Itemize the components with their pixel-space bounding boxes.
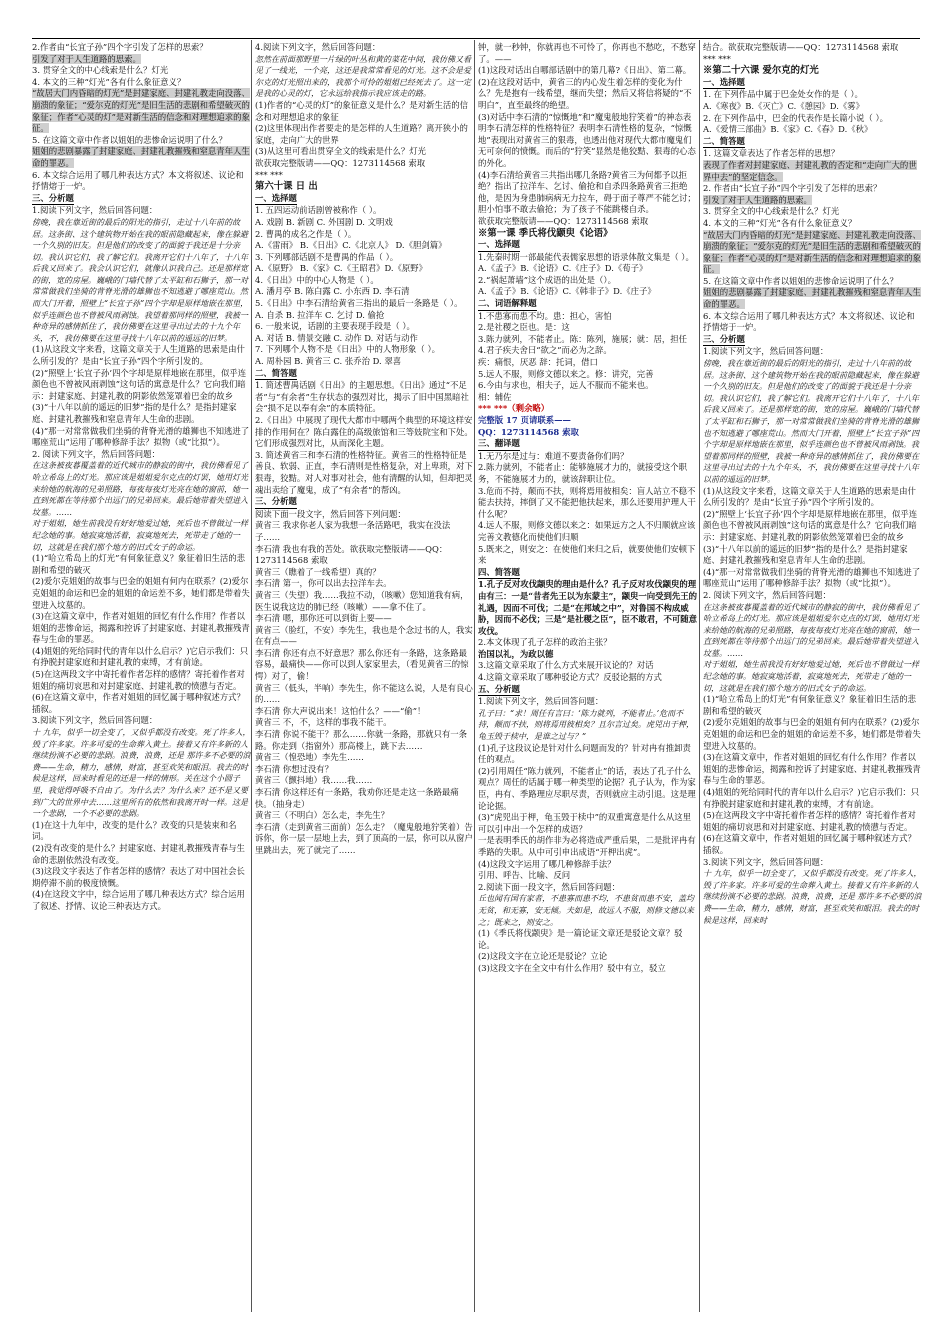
- text-line: (3)对话中李石清的“惊慨地”和“魔鬼般地狞笑着”的神态表明李石清怎样的性格特征？表明李石清性格的复杂，“惊慨地”表现出对黄省三的狠毒，也透出他对现代大都市魔鬼们无可奈何的愤慨。而后的“狞笑”显然是他狡黠、狠毒的心态的外化。: [478, 111, 696, 168]
- text-line: (4)这段文字运用了哪几种修辞手法？: [478, 858, 616, 869]
- text-line: 黄省三（惶恐地）李先生……: [255, 752, 364, 763]
- text-line: (4)“那一对常常做我们坐骑的背脊光滑的雄狮也不知逃进了哪座荒山”运用了哪种修辞手法？拟物（或“比拟”）。: [703, 566, 921, 589]
- text-line: (1)“哈立希岛上的灯光”有何象征意义？象征着旧生活的悲剧和希望的破灭: [32, 553, 246, 575]
- quoted-passage: 在这条被夜暮覆盖着的近代城市的静寂的街中，我仿佛看见了哈立希岛上的灯光。那应该是姐姐爱尔克点的灯罢，她用灯光来给她的航海的兄弟照路，每夜每夜灯光亮在她的窗前，她一直到死都在等待那个出远门的兄弟回来。最后她带着失望进入坟墓。……: [32, 461, 248, 517]
- text-line: 1.阅读下列文字，然后回答问题：: [32, 205, 158, 216]
- text-line: (3)在这篇文章中，作者对姐姐的回忆有什么作用？作者以姐姐的悲惨命运，揭露和控诉了封建家庭、封建礼教摧残青春与生命的罪恶。: [32, 611, 250, 645]
- text-line: A.《原野》 B.《家》C.《王昭君》D.《原野》: [255, 263, 428, 274]
- text-line: 2.本文体现了孔子怎样的政治主张？: [478, 637, 612, 648]
- answer-highlight: “故居大门内昏暗的灯光”是封建家庭、封建礼教走向没落、崩溃的象征；“爱尔克的灯光”是旧生活的悲剧和希望破灭的象征；作者“心灵的灯”是对新生活的信念和对理想追求的象征。: [32, 88, 250, 134]
- text-line: 1.无乃尔是过与：难道不要责备你们吗？: [478, 450, 629, 461]
- section-heading: 二、简答题: [703, 136, 745, 149]
- text-line: (2)“照壁上‘长宜子孙’四个字却是原样地嵌在那里，似乎连颜色也不曾被风雨剥蚀”这句话的寓意是什么？它向我们暗示：封建家庭、封建礼教的阴影依然笼罩着巴金的故乡: [32, 367, 247, 401]
- highlighted-answer: [703, 195, 923, 207]
- text-line: 4.君子疾夫舍曰“欲之”而必为之辞。: [478, 345, 612, 356]
- text-line: 4. 本文的三种“灯光”各有什么象征意义？: [703, 217, 857, 228]
- text-line: (2)引用周任“陈力就列，不能者止”的话，表达了孔子什么观点？周任的话属于哪一种类型的论据？孔子认为，作为家臣，冉有、季路理应尽职尽责，否则就应主动引退。这是理论论据。: [478, 765, 696, 811]
- section-heading: 一、选择题: [703, 77, 745, 90]
- text-line: 一是表明季氏的胡作非为必将造成严重后果，二是批评冉有季路的失职。从中可引申出成语“开柙出虎”。: [478, 835, 696, 857]
- highlighted-answer: [703, 230, 923, 276]
- text-line: 李石清 你想过没有？: [255, 763, 334, 774]
- highlighted-answer: [703, 287, 923, 310]
- text-line: A. 对话 B. 情景交融 C. 动作 D. 对话与动作: [255, 332, 418, 343]
- text-line: 欲获取完整版请——QQ：1273114568 索取: [478, 215, 649, 226]
- answer-text: 1.孔子反对攻伐颛臾的理由是什么？孔子反对攻伐颛臾的理由有三：一是“昔者先王以为东蒙主”，颛臾一向受到先王的礼遇，因而不可伐；二是“在邦域之中”，对鲁国不构成威胁，因而不必伐；三是“是社稷之臣”，臣不敢君，不可随意攻伐。: [478, 579, 698, 636]
- omitted-notice: *** ***（剩余略）: [478, 403, 550, 414]
- text-line: 6. 一般来说，话剧的主要表现手段是（ ）。: [255, 321, 415, 332]
- text-line: 1.阅读下列文字，然后回答问题：: [703, 346, 829, 357]
- answer-text: 治国以礼，为政以德: [478, 648, 554, 659]
- text-line: 7. 下列哪个人物不是《日出》中的人物形象（ ）。: [255, 344, 440, 355]
- text-line: (4)姐姐的死给同时代的青年以什么启示？)它启示我们：只有挣脱封建家庭和封建礼教的束缚，才有前途。: [32, 645, 249, 668]
- text-line: 6. 本文综合运用了哪几种表达方式？本文将叙述、议论和抒情熔于一炉。: [32, 169, 244, 192]
- text-line: 2.陈力就列，不能者止：能够施展才力的，就接受这个职务，不能施展才力的，就该辞职让位。: [478, 462, 687, 484]
- text-line: (1)《季氏将伐颛臾》是一篇论证文章还是驳论文章？驳论。: [478, 928, 683, 950]
- section-heading-row: [478, 567, 698, 580]
- text-line: (3)在这篇文章中，作者对姐姐的回忆有什么作用？作者以姐姐的悲惨命运，揭露和控诉了封建家庭、封建礼教摧残青春与生命的罪恶。: [703, 752, 921, 786]
- text-line: (3)这段文字在全文中有什么作用？驳中有立，驳立: [478, 962, 666, 973]
- text-line: (2)爱尔克姐姐的故事与巴金的姐姐有何内在联系？(2)爱尔克姐姐的命运和巴金的姐姐的命运差不多，她们都是带着失望进入坟墓的。: [703, 717, 921, 751]
- text-line: (3)“虎兕出于柙，龟玉毁于椟中”的双重寓意是什么从这里可以引申出一个怎样的成语？: [478, 812, 692, 834]
- text-line: 4.阅读下列文字，然后回答问题：: [255, 42, 381, 52]
- text-line: 2.作者由“长宜子孙”四个字引发了怎样的思索？: [32, 42, 208, 52]
- text-line: 2.阅读下面一段文字，然后回答问题：: [478, 881, 620, 892]
- quoted-passage: 傍晚，我在靠近街的最后的阳光的指引，走过十八年前的故居。这条街、这个建筑物开始在我的眼前隐藏起来，像在躲避一个久别的旧友。但是他们的改变了的面貌于我还是十分亲切。我认识它们，我了解它们。我离开它们十八年了，十八年后我又回来了。还是那样宽的街，宽的房屋。巍峨的门墙代替了太平缸和石狮子，那一对常常做我们坐骑的背脊光滑的雄狮也不知逃避了哪座荒山。然而大门开着，照壁上“长宜子孙”四个字却是原样地嵌在那里，似乎连颜色也不曾被风雨剥蚀。我望着那同样的照壁，我被一种奇异的感情抓住了，我仿佛要在这里寻出过去的十九个年头，不，我仿佛要在这里寻找十八年以前的遥远的旧梦。: [703, 359, 920, 484]
- text-line: (1)“哈立希岛上的灯光”有何象征意义？象征着旧生活的悲剧和希望的破灭: [703, 694, 917, 716]
- text-line: 1. 简述曹禺话剧《日出》的主题思想。《日出》通过“不足者”与“有余者”生存状态的强烈对比，揭示了旧中国黑暗社会“损不足以奉有余”的本质特征。: [255, 380, 469, 414]
- text-line: 黄省三（低头，半响）李先生，你不能这么说，人是有良心的……: [255, 682, 473, 705]
- section-heading: 五、分析题: [478, 684, 520, 697]
- text-line: (6)在这篇文章中，作者对姐姐的回忆属于哪种叙述方式？插叙。: [703, 833, 916, 855]
- text-line: (2)“照壁上‘长宜子孙’四个字却是原样地嵌在那里，似乎连颜色也不曾被风雨剥蚀”这句话的寓意是什么？它向我们暗示：封建家庭、封建礼教的阴影依然笼罩着巴金的故乡: [703, 508, 918, 542]
- text-line: 李石清 你说不能干？那么……你就一条路，那就只有一条路。你走到（指窗外）那高楼上，跳下去……: [255, 729, 468, 751]
- highlighted-answer: [32, 146, 252, 169]
- section-heading-row: [478, 684, 698, 697]
- text-line: 5.《日出》中李石清给黄省三指出的最后一条路是（ ）。: [255, 298, 463, 309]
- contact-notice: 完整版 17 页请联系——: [478, 415, 571, 425]
- text-line: 2.《日出》中展现了现代大都市中哪两个典型的环境这样安排的作用何在？陈白露住的高级旅馆和三等妓院宝和下处。它们形成强烈对比，从而深化主题。: [255, 415, 473, 449]
- text-line: 6.今由与求也，相夫子，远人不服而不能来也。: [478, 380, 654, 391]
- text-line: A.《寒夜》B.《灭亡》C.《憩园》D.《雾》: [703, 100, 864, 111]
- text-line: 3. 简述黄省三和李石清的性格特征。黄省三的性格特征是善良、软弱、正直，李石清则是性格复杂，对上卑琐，对下狠毒，狡黠。对人对事对社会，他有清醒的认知，但却把灵魂出卖给了魔鬼，成了“有余者”的帮凶。: [255, 449, 473, 495]
- section-heading: 三、分析题: [703, 334, 745, 347]
- text-line: *** ***: [703, 53, 731, 64]
- text-line: 疾：痛恨，厌恶 辞：托词，借口: [478, 357, 598, 368]
- section-heading: 二、词语解释题: [478, 298, 537, 311]
- text-line: 5. 在这篇文章中作者以姐姐的悲惨命运说明了什么？: [32, 134, 227, 145]
- section-heading: 三、分析题: [255, 496, 297, 509]
- quoted-passage: 忽然在前面那野里一片绿的叶丛和黄的菜花中间，我仿佛又看见了一线光，一个亮，这还是我常常看见的灯光。这不会是爱尔克的灯光照出来的，我那个可怜的姐姐已经死去了。这一定是我的心灵的灯，它永远给我指示我应该走的路。: [255, 54, 471, 99]
- text-line: (3)从这里可看出贯穿全文的线索是什么？灯光: [255, 146, 426, 157]
- text-line: A. 自杀 B. 拉洋车 C. 乞讨 D. 偷抢: [255, 309, 385, 320]
- section-heading: 一、选择题: [255, 193, 297, 206]
- text-line: A. 潘月亭 B. 陈白露 C. 小东西 D. 李石清: [255, 286, 410, 297]
- section-heading-row: [255, 368, 475, 381]
- section-heading-row: [478, 298, 698, 311]
- text-line: 李石清 你还有点不好意思？那么你还有一条路，这条路最容易，最痛快——你可以到人家家里去，（看见黄省三的惊愕）对了，偷！: [255, 647, 469, 682]
- text-line: 4.这篇文章采取了哪种驳论方式？反驳论据的方式: [478, 672, 662, 683]
- text-line: 黄省三 不，不，这样的事我不能干。: [255, 717, 392, 728]
- text-line: 4.《日出》中的中心人物是（ ）。: [255, 274, 379, 285]
- text-line: 2.“祸起萧墙”这个成语的出处是（）。: [478, 274, 616, 285]
- text-line: 相：辅佐: [478, 391, 512, 402]
- text-line: 2. 在下列作品中，巴金的代表作是长篇小说（ ）。: [703, 112, 888, 123]
- section-heading-row: [703, 334, 923, 347]
- text-line: (1)从这段文字来看，这篇文章关于人生道路的思索是由什么所引发的？是由“长宜子孙”四个字所引发的。: [32, 344, 245, 367]
- highlighted-answer: [32, 54, 252, 66]
- text-line: (1)在这十九年中，改变的是什么？改变的只是装束和名词。: [32, 819, 237, 842]
- highlighted-answer: [703, 160, 923, 183]
- text-line: (3)这段文字表达了作者怎样的感情？表达了对中国社会长期停滞不前的极度愤慨。: [32, 866, 245, 888]
- text-line: (1)作者的“心灵的灯”的象征意义是什么？是对新生活的信念和对理想追求的象征: [255, 99, 469, 122]
- text-line: (5)在这两段文字中寄托着作者怎样的感情？寄托着作者对姐姐的痛切哀思和对封建家庭、封建礼教的愤懑与否定。: [703, 810, 916, 832]
- text-line: (5)在这两段文字中寄托着作者怎样的感情？寄托着作者对姐姐的痛切哀思和对封建家庭、封建礼教的愤懑与否定。: [32, 669, 245, 691]
- section-heading: 一、选择题: [478, 239, 520, 252]
- section-heading-row: [478, 438, 698, 451]
- text-line: 结合。欲获取完整版请——QQ：1273114568 索取: [703, 42, 899, 52]
- text-line: 李石清 我也有我的苦处。欲获取完整版请——QQ：1273114568 索取: [255, 543, 448, 566]
- quoted-passage: 孔子曰：“求！周任有言曰：‘陈力就列，不能者止。’危而不持，颠而不扶，则将焉用彼相矣？且尔言过矣。虎兕出于柙，龟玉毁于椟中，是谁之过与？”: [478, 708, 694, 742]
- answer-highlight: 引发了对于人生道路的思索。: [703, 194, 812, 205]
- answer-highlight: 姐姐的悲剧暴露了封建家庭、封建礼教摧残和窒息青年人生命的罪恶。: [32, 146, 250, 168]
- text-line: 黄省三 我求你老人家为我想一条活路吧，我实在没法子……: [255, 520, 451, 542]
- section-heading-row: [255, 193, 475, 206]
- text-line: 李石清 你大声说出来！这怕什么？——“偷”！: [255, 705, 426, 716]
- section-heading-row: [478, 239, 698, 252]
- text-line: 李石清 第一，你可以出去拉洋车去。: [255, 578, 392, 589]
- column-divider: [699, 40, 700, 1312]
- section-heading: 三、翻译题: [478, 438, 520, 451]
- text-line: 李石清 你这样还有一条路，我劝你还是走这一条路最痛快。（抽身走）: [255, 787, 459, 809]
- quoted-passage: 丘也闻有国有家者，不患寡而患不均，不患贫而患不安，盖均无贫，和无寡，安无倾。夫如是，故远人不服，则修文德以来之；既来之，则安之。: [478, 894, 694, 927]
- text-line: (2)爱尔克姐姐的故事与巴金的姐姐有何内在联系？(2)爱尔克姐姐的命运和巴金的姐姐的命运差不多，她们都是带着失望进入坟墓的。: [32, 576, 250, 610]
- text-line: A.《爱情三部曲》B.《家》C.《春》D.《秋》: [703, 124, 873, 135]
- text-line: (1)这段对话出自哪部话剧中的第几幕?《日出》、第二幕。: [478, 65, 692, 76]
- text-line: 引用、呼告、比喻、反问: [478, 870, 571, 881]
- text-line: 2. 作者由“长宜子孙”四个字引发了怎样的思索？: [703, 183, 882, 194]
- lesson-title: 第六十课 日 出: [255, 181, 318, 193]
- text-line: (4)在这段文字中，综合运用了哪几种表达方式？综合运用了叙述、抒情、议论三种表达方式。: [32, 889, 245, 911]
- section-heading-row: [255, 496, 475, 509]
- text-line: (4)“那一对常常做我们坐骑的背脊光滑的雄狮也不知逃进了哪座荒山”运用了哪种修辞手法？拟物（或“比拟”）。: [32, 425, 250, 448]
- text-line: 钟，就一秒钟，你就再也不可怜了，你再也不愁吃，不愁穿了。——: [478, 42, 696, 64]
- column-1: [32, 42, 252, 1310]
- text-line: (2)在这段对话中，黄省三的内心发生着怎样的变化为什么？先是抱有一线希望，继而失望；然后又将信将疑的“不明白”，直至最终的绝望。: [478, 76, 692, 110]
- section-heading: 四、简答题: [478, 567, 520, 580]
- section-heading: 三、分析题: [32, 193, 74, 206]
- top-rule: [32, 38, 920, 39]
- text-line: 2. 曹禺的成名之作是（ ）。: [255, 228, 357, 239]
- text-line: A. 周朴园 B. 黄省三 C. 张乔治 D. 翠喜: [255, 356, 402, 367]
- text-line: 6. 本文综合运用了哪几种表达方式？本文将叙述、议论和抒情熔于一炉。: [703, 310, 915, 333]
- text-line: 3. 贯穿全文的中心线索是什么？灯光: [703, 206, 840, 217]
- text-line: (1)从这段文字来看，这篇文章关于人生道路的思索是由什么所引发的？是由“长宜子孙”四个字所引发的。: [703, 485, 916, 508]
- answer-highlight: 引发了对于人生道路的思索。: [32, 53, 141, 64]
- text-line: 2.是社稷之臣也。是：这: [478, 322, 570, 333]
- section-heading-row: [703, 77, 923, 90]
- text-line: 1. 五四运动前话剧曾被称作（ ）。: [255, 205, 382, 216]
- text-line: 3.阅读下列文字，然后回答问题：: [32, 715, 158, 726]
- text-line: 3. 贯穿全文的中心线索是什么？灯光: [32, 65, 169, 76]
- text-line: 1. 这篇文章表达了作者怎样的思想？: [703, 148, 840, 159]
- text-line: (3)“十八年以前的遥远的旧梦”指的是什么？是指封建家庭、封建礼教摧残和窒息青年人生命的悲剧。: [32, 402, 237, 424]
- text-line: 3.危而不持，颠而不扶，则将焉用彼相矣：盲人站立不稳不能去扶持，摔倒了又不能把他扶起来，那么还要用护理人干什么呢？: [478, 485, 696, 519]
- text-line: 欲获取完整版请——QQ：1273114568 索取: [255, 157, 426, 168]
- text-line: (2)这里体现出作者要走的是怎样的人生道路？离开狭小的家庭，走向广大的世界: [255, 123, 468, 145]
- answer-highlight: “故居大门内昏暗的灯光”是封建家庭、封建礼教走向没落、崩溃的象征；“爱尔克的灯光”是旧生活的悲剧和希望破灭的象征；作者“心灵的灯”是对新生活的信念和对理想追求的象征。: [703, 229, 921, 275]
- text-line: 3.阅读下列文字，然后回答问题：: [703, 856, 829, 867]
- text-line: 阅读下面一段文字，然后回答下列问题：: [255, 508, 406, 519]
- quoted-passage: 在这条被夜暮覆盖着的近代城市的静寂的街中，我仿佛看见了哈立希岛上的灯光。那应该是姐姐爱尔克点的灯罢，她用灯光来给她的航海的兄弟照路，每夜每夜灯光亮在她的窗前，她一直到死都在等待那个出远门的兄弟回来。最后她带着失望进入坟墓。……: [703, 602, 919, 658]
- text-line: 3. 下列哪部话剧不是曹禺的作品（ ）。: [255, 251, 399, 262]
- column-4: [703, 42, 923, 1310]
- text-line: *** ***: [255, 169, 283, 180]
- text-line: A.《雷雨》 B.《日出》C.《北京人》 D.《胆剑篇》: [255, 240, 447, 251]
- text-line: 5.既来之，则安之：在使他们来归之后，就要使他们安顿下来: [478, 543, 696, 566]
- text-line: 1. 在下列作品中属于巴金处女作的是（ ）。: [703, 89, 863, 100]
- text-line: 1.不患寡而患不均。患：担心，害怕: [478, 310, 612, 321]
- text-line: A. 戏剧 B. 新剧 C. 外国剧 D. 文明戏: [255, 216, 393, 227]
- text-line: (2)没有改变的是什么？封建家庭、封建礼教摧残青春与生命的悲剧依然没有改变。: [32, 842, 245, 865]
- text-line: 3.这篇文章采取了什么方式来展开议论的？对话: [478, 660, 654, 671]
- quoted-passage: 傍晚，我在靠近街的最后的阳光的指引，走过十八年前的故居。这条街、这个建筑物开始在我的眼前隐藏起来，像在躲避一个久别的旧友。但是他们的改变了的面貌于我还是十分亲切。我认识它们，我了解它们。我离开它们十八年了，十八年后我又回来了。我会认识它们，就像认识我自己。还是那样宽的街，宽的房屋。巍峨的门墙代替了太平缸和石狮子，那一对常常做我们坐骑的背脊光滑的雄狮也不知逃避了哪座荒山。然而大门开着，照壁上“长宜子孙”四个字却是原样地嵌在那里，似乎连颜色也不曾被风雨剥蚀。我望着那同样的照壁，我被一种奇异的感情抓住了，我仿佛要在这里寻出过去的十九个年头，不，我仿佛要在这里寻找十八年以前的遥远的旧梦。: [32, 217, 249, 343]
- text-line: 5.远人不服，则修文德以来之。修：讲究，完善: [478, 368, 654, 379]
- text-line: 1.阅读下列文字，然后回答问题：: [478, 696, 604, 707]
- text-line: 黄省三（颤抖地）我……我……: [255, 775, 373, 786]
- answer-highlight: 表现了作者对封建家庭、封建礼教的否定和“走向广大的世界中去”的坚定信念。: [703, 159, 917, 182]
- answer-highlight: 姐姐的悲剧暴露了封建家庭、封建礼教摧残和窒息青年人生命的罪恶。: [703, 287, 921, 310]
- text-line: 4. 本文的三种“灯光”各有什么象征意义？: [32, 76, 186, 87]
- column-3: [478, 42, 698, 1310]
- quoted-passage: 对于姐姐，她生前我没有好好地爱过她，死后也不曾做过一样纪念她的事。她寂寞地活着，寂寞地死去，死带走了她的一切，这就是在我们那个地方的旧式女子的命运。: [703, 660, 919, 693]
- quoted-passage: 十 九年，似乎一切全变了，又似乎都没有改变。死了许多人，毁了许多家。许多可爱的生命葬入黄土。接着又有许多新的人继续扮演不必要的悲剧。浪费，浪费，还是 那许多不必要的浪费——生命，精力，感情，财富，甚至欢笑和眼泪。我去的时候是这样，回来时看见的还是一样的情形。关在这个小圆子里，我觉得呼吸不自由了。为什么去？为什么来？还不是又要到广大的世界中去……这里所有的依然和我离开时一样。这是一个悲剧，一个不必要的悲剧。: [32, 728, 251, 819]
- text-line: 5. 在这篇文章中作者以姐姐的悲惨命运说明了什么？: [703, 275, 898, 286]
- text-line: 3.陈力就列，不能者止。陈：陈列，施展；就：居，担任: [478, 333, 687, 344]
- text-line: (2)这段文字在立论还是驳论？立论: [478, 951, 608, 962]
- contact-notice: QQ：1273114568 索取: [478, 426, 579, 437]
- text-line: 4.远人不服，则修文德以来之：如果远方之人不归顺就应该完善文教德化而使他们归顺: [478, 520, 696, 542]
- section-heading-row: [32, 193, 252, 206]
- text-line: 1.先秦时期一部最能代表儒家思想的语录体散文集是（ ）。A.《孟子》B.《论语》C.《庄子》D.《荀子》: [478, 251, 694, 274]
- text-line: 2. 阅读下列文字，然后回答问题：: [703, 589, 831, 600]
- text-line: 黄省三（不明白）怎么走，李先生？: [255, 810, 389, 821]
- text-line: (4)李石清给黄省三共指出哪几条路?黄省三为何都予以拒绝？指出了拉洋车、乞讨、偷抢和自杀四条路黄省三拒绝他，是因为身患肺病病无力拉车，碍于面子尊严不能乞讨；胆小怕事不敢去偷抢；为了孩子不能跳楼自杀。: [478, 169, 696, 215]
- text-line: (1)孔子这段议论是针对什么问题而发的？针对冉有推卸责任的观点。: [478, 742, 691, 765]
- text-line: 黄省三（失望）我……我拉不动，（咳嗽）您知道我有病，医生说我这边的肺已经（咳嗽）——拿不住了。: [255, 589, 469, 612]
- text-line: (3)“十八年以前的遥远的旧梦”指的是什么？是指封建家庭、封建礼教摧残和窒息青年人生命的悲剧。: [703, 543, 908, 566]
- highlighted-answer: [32, 88, 252, 134]
- text-line: (4)姐姐的死给同时代的青年以什么启示？)它启示我们：只有挣脱封建家庭和封建礼教的束缚，才有前途。: [703, 787, 920, 809]
- lesson-title: ※第二十六课 爱尔克的灯光: [703, 65, 819, 77]
- section-heading: 二、简答题: [255, 368, 297, 381]
- quoted-passage: 对于姐姐，她生前我没有好好地爱过她，死后也不曾做过一样纪念她的事。她寂寞地活着，寂寞地死去，死带走了她的一切，这就是在我们那个地方的旧式女子的命运。: [32, 519, 248, 552]
- column-2: [255, 42, 475, 1310]
- lesson-title: ※第一课 季氏将伐颛臾《论语》: [478, 227, 613, 239]
- quoted-passage: 十 九年，似乎一切全变了，又似乎都没有改变。死了许多人，毁了许多家。许多可爱的生命葬入黄土。接着又有许多新的人继续扮演不必要的悲剧。浪费，浪费，还是 那许多不必要的浪费——生命，精力，感情，财富，甚至欢笑和眼泪。我去的时候是这样，回来时: [703, 869, 922, 925]
- text-line: 黄省三（瞧着了一线希望）真的？: [255, 566, 381, 577]
- text-line: A.《孟子》B.《论语》C.《韩非子》D.《庄子》: [478, 286, 656, 297]
- text-line: 李石清 嗯，那你还可以到街上要——: [255, 613, 392, 624]
- section-heading-row: [703, 136, 923, 149]
- text-line: (6)在这篇文章中，作者对姐姐的回忆属于哪种叙述方式？插叙。: [32, 692, 245, 714]
- text-line: 李石清（走到黄省三面前）怎么走？（魔鬼般地狞笑着）告诉你，你一层一层地上去，到了顶高的一层，你可以从窗户里跳出去，死了就完了……: [255, 821, 473, 855]
- text-line: 2. 阅读下列文字，然后回答问题：: [32, 448, 160, 459]
- text-line: 黄省三（脸红，不安）李先生，我也是个念过书的人，我实在有点——: [255, 624, 473, 647]
